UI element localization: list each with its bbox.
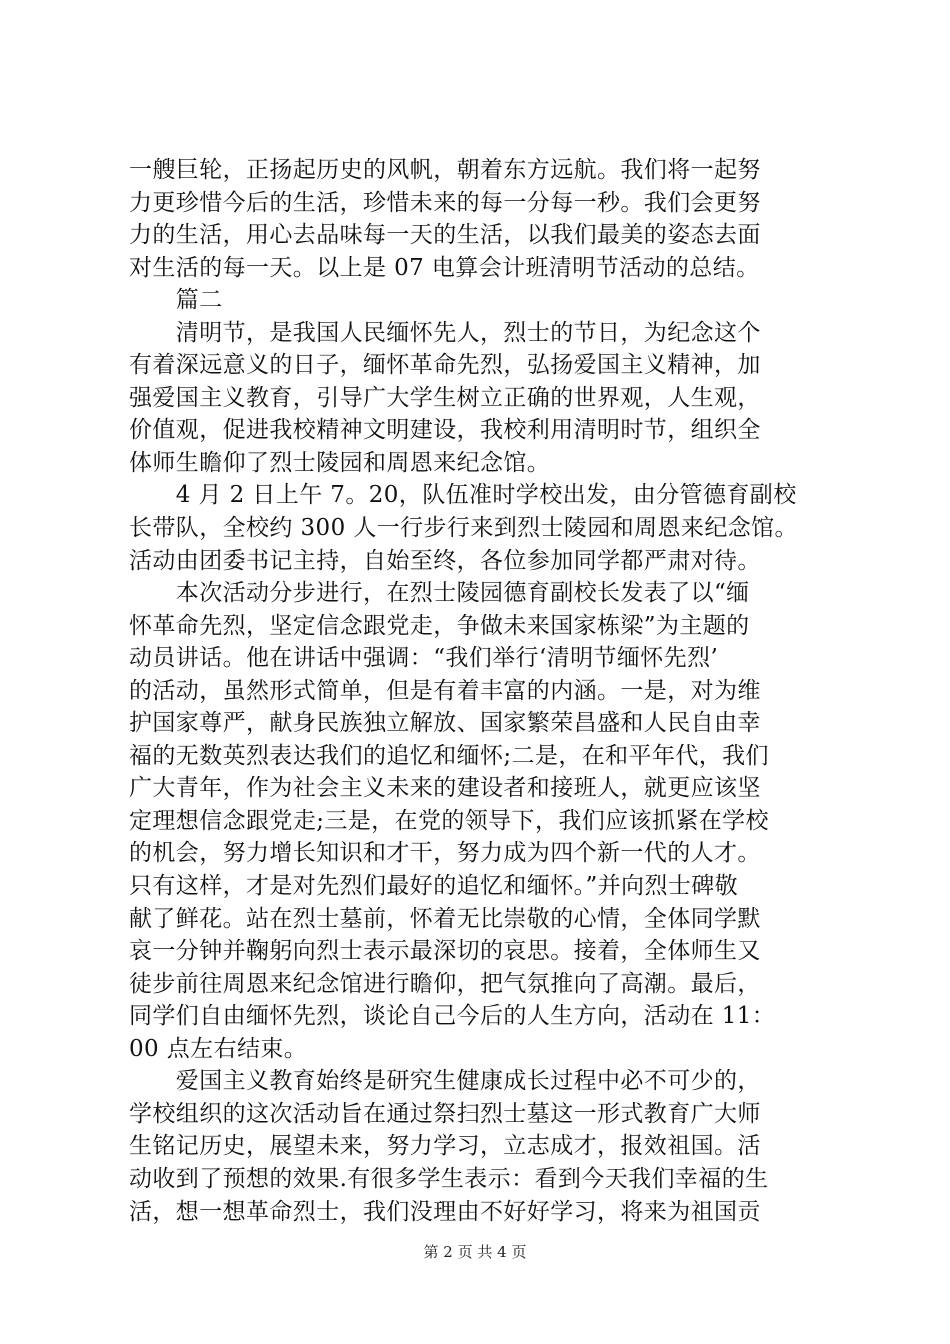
text-line: 力更珍惜今后的生活，珍惜未来的每一分每一秒。我们会更努 <box>129 189 761 216</box>
text-line: 的机会，努力增长知识和才干，努力成为四个新一代的人才。 <box>129 840 761 867</box>
text-line: 长带队，全校约 300 人一行步行来到烈士陵园和周恩来纪念馆。 <box>129 515 798 542</box>
text-line: 爱国主义教育始终是研究生健康成长过程中必不可少的， <box>129 1068 761 1095</box>
text-line: 00 点左右结束。 <box>129 1035 308 1062</box>
text-line: 怀革命先烈，坚定信念跟党走，争做未来国家栋梁”为主题的 <box>129 612 750 639</box>
text-line: 4 月 2 日上午 7。20，队伍准时学校出发，由分管德育副校 <box>129 482 797 509</box>
text-line: 强爱国主义教育，引导广大学生树立正确的世界观，人生观， <box>129 384 761 411</box>
text-line: 力的生活，用心去品味每一天的生活，以我们最美的姿态去面 <box>129 222 761 249</box>
text-line: 动员讲话。他在讲话中强调：“我们举行‘清明节缅怀先烈’ <box>129 645 719 672</box>
text-line: 一艘巨轮，正扬起历史的风帆，朝着东方远航。我们将一起努 <box>129 157 761 183</box>
text-line: 徒步前往周恩来纪念馆进行瞻仰，把气氛推向了高潮。最后， <box>129 970 761 997</box>
text-line: 只有这样，才是对先烈们最好的追忆和缅怀。”并向烈士碑敬 <box>129 873 739 900</box>
text-line: 活，想一想革命烈士，我们没理由不好好学习，将来为祖国贡 <box>129 1198 761 1225</box>
text-line: 定理想信念跟党走;三是，在党的领导下，我们应该抓紧在学校 <box>129 807 769 834</box>
text-line: 体师生瞻仰了烈士陵园和周恩来纪念馆。 <box>129 449 551 476</box>
page-number-footer: 第 2 页 共 4 页 <box>423 1243 527 1261</box>
text-line: 活动由团委书记主持，自始至终，各位参加同学都严肃对待。 <box>129 547 761 574</box>
text-line: 本次活动分步进行，在烈士陵园德育副校长发表了以“缅 <box>129 580 750 607</box>
text-line: 福的无数英烈表达我们的追忆和缅怀;二是，在和平年代，我们 <box>129 742 769 769</box>
document-body <box>129 154 829 1228</box>
text-line: 有着深远意义的日子，缅怀革命先烈，弘扬爱国主义精神，加 <box>129 352 761 379</box>
text-line: 广大青年，作为社会主义未来的建设者和接班人，就更应该坚 <box>129 775 761 802</box>
text-line: 护国家尊严，献身民族独立解放、国家繁荣昌盛和人民自由幸 <box>129 710 761 737</box>
text-line: 的活动，虽然形式简单，但是有着丰富的内涵。一是，对为维 <box>129 677 761 704</box>
text-line: 同学们自由缅怀先烈，谈论自己今后的人生方向，活动在 11： <box>129 1003 776 1030</box>
text-line: 清明节，是我国人民缅怀先人，烈士的节日，为纪念这个 <box>129 319 761 346</box>
text-line: 献了鲜花。站在烈士墓前，怀着无比崇敬的心情，全体同学默 <box>129 905 761 932</box>
text-line: 哀一分钟并鞠躬向烈士表示最深切的哀思。接着，全体师生又 <box>129 938 761 965</box>
text-line: 对生活的每一天。以上是 07 电算会计班清明节活动的总结。 <box>129 254 760 281</box>
section-heading: 篇二 <box>129 287 223 314</box>
text-line: 动收到了预想的效果.有很多学生表示：看到今天我们幸福的生 <box>129 1165 769 1192</box>
text-line: 学校组织的这次活动旨在通过祭扫烈士墓这一形式教育广大师 <box>129 1100 761 1127</box>
text-line: 生铭记历史，展望未来，努力学习，立志成才，报效祖国。活 <box>129 1133 761 1160</box>
text-line: 价值观，促进我校精神文明建设，我校利用清明时节，组织全 <box>129 417 761 444</box>
